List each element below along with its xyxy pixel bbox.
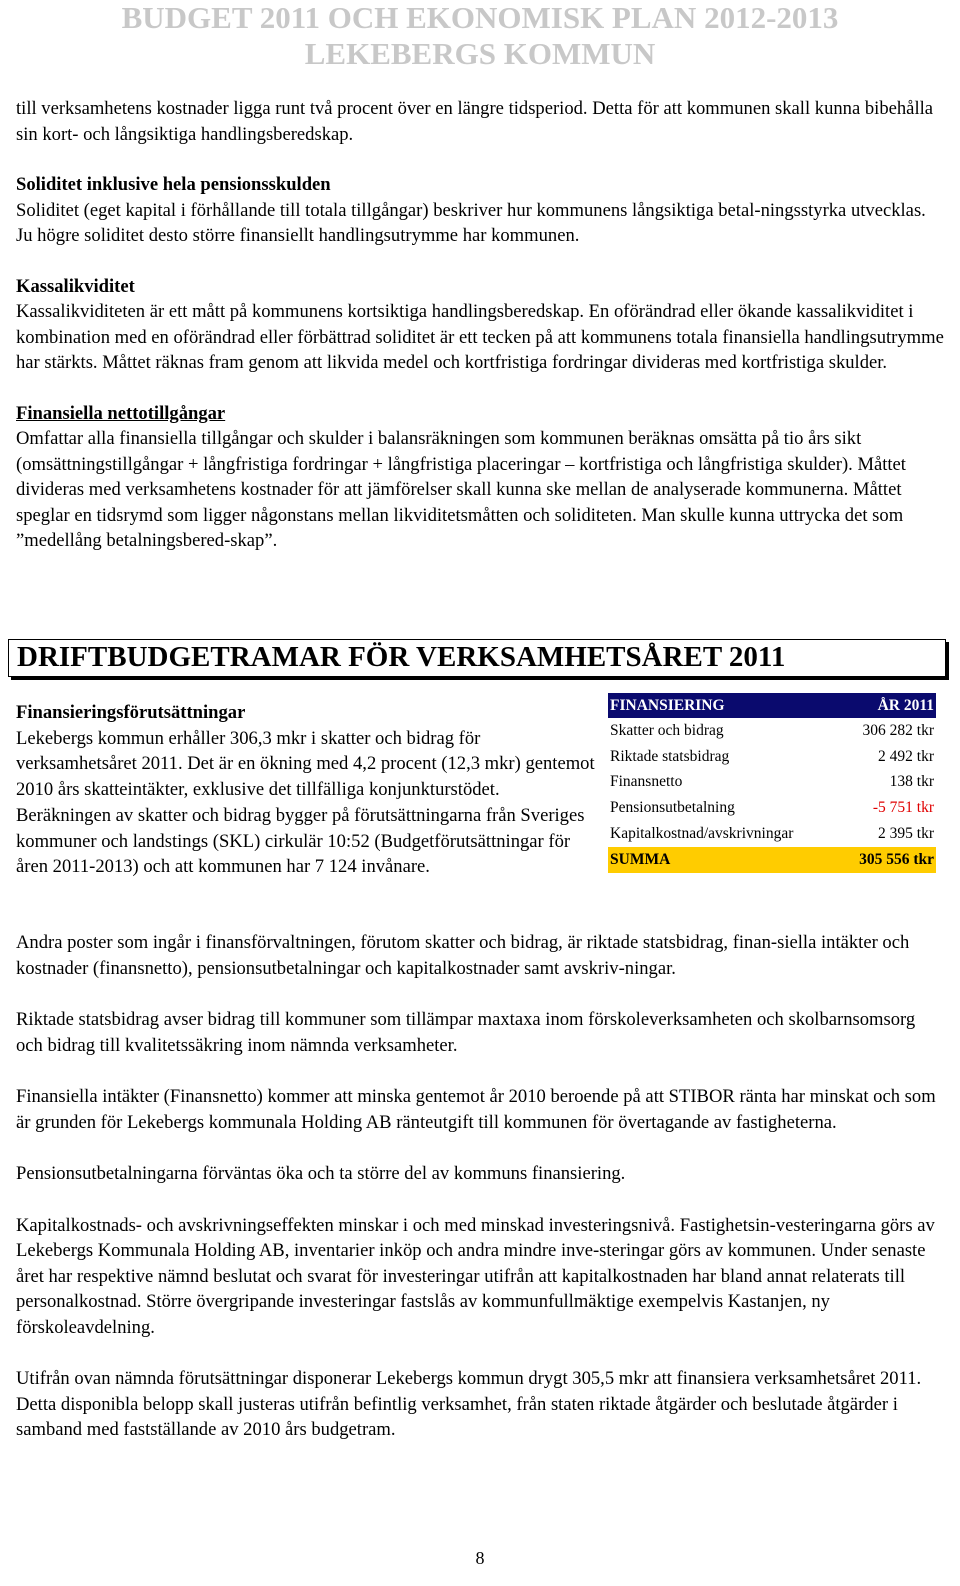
header-line-1: BUDGET 2011 OCH EKONOMISK PLAN 2012-2013 [121,0,839,35]
table-row [608,821,936,847]
row-label: Skatter och bidrag [610,721,724,739]
row-value: 2 492 tkr [878,747,934,765]
paragraph: Andra poster som ingår i finansförvaltningen, förutom skatter och bidrag, är riktade statsbidrag, finan-siella intäkter och kostnader (finansnetto), pensionsutbetalningar och kapitalkostnader samt avskriv-ningar. [16,932,910,979]
nettotillgangar-text: Omfattar alla finansiella tillgångar och skulder i balansräkningen som kommunen beräknas omsätta på tio års sikt (omsättningstillgångar + långfristiga fordringar + långfristiga placeringar – kortfristiga och långfristiga skulder). Måttet divideras med verksamhetens kostnader för att jämförelser skall kunna ske mellan de analyserade kommunerna. Måttet speglar en tidsrymd som ligger någonstans mellan likviditetsmåtten och soliditeten. Man skulle kunna uttrycka det som ”medellång betalningsbered-skap”. [16,428,906,551]
paragraph: Riktade statsbidrag avser bidrag till kommuner som tillämpar maxtaxa inom förskoleverksamheten och skolbarnsomsorg och bidrag till kvalitetssäkring inom nämnda verksamheter. [16,1009,916,1056]
section-title: DRIFTBUDGETRAMAR FÖR VERKSAMHETSÅRET 2011 [8,639,946,677]
prerequisites-text: Lekebergs kommun erhåller 306,3 mkr i skatter och bidrag för verksamhetsåret 2011. Det är en ökning med 4,2 procent (12,3 mkr) gentemot 2010 års skatteintäkter, exklusive det tillfälliga konjunkturstödet. Beräkningen av skatter och bidrag bygger på förutsättningarna från Sveriges kommuner och landstings (SKL) cirkulär 10:52 (Budgetförutsättningar för åren 2011-2013) och att kommunen har 7 124 invånare. [16,727,595,878]
paragraph: Utifrån ovan nämnda förutsättningar disponerar Lekebergs kommun drygt 305,5 mkr att finansiera verksamhetsåret 2011. Detta disponibla belopp skall justeras utifrån befintlig verksamhet, från staten riktade åtgärder och beslutade åtgärder i samband med fastställande av 2010 års budgetram. [16,1368,922,1440]
row-value-negative: -5 751 tkr [872,799,934,817]
prerequisites-heading: Finansieringsförutsättningar [16,702,246,723]
row-label: Pensionsutbetalning [610,799,735,817]
sum-value: 305 556 tkr [839,847,936,873]
page-number: 8 [475,1548,485,1568]
lower-content [16,930,944,1443]
row-value: 306 282 tkr [862,721,934,739]
kassalikviditet-text: Kassalikviditeten är ett mått på kommunens kortsiktiga handlingsberedskap. En oförändrad eller ökande kassalikviditet i kombination med en oförändrad eller förbättrad soliditet är ett tecken på att kommunens totala finansiella handlingsutrymme har stärkts. Måttet räknas fram genom att likvida medel och kortfristiga fordringar divideras med kortfristiga skulder. [16,301,944,373]
sum-label: SUMMA [608,847,839,873]
table-row [608,744,936,770]
row-label: Riktade statsbidrag [610,747,730,765]
soliditet-heading: Soliditet inklusive hela pensionsskulden [16,174,331,195]
table-sum-row [608,847,936,873]
upper-content [16,96,944,554]
row-label: Finansnetto [610,773,683,791]
nettotillgangar-heading: Finansiella nettotillgångar [16,402,226,424]
table-row [608,718,936,744]
table-row [608,795,936,821]
row-label: Kapitalkostnad/avskrivningar [610,825,794,843]
paragraph: Finansiella intäkter (Finansnetto) kommer att minska gentemot år 2010 beroende på att STIBOR ränta har minskat och som är grunden för Lekebergs kommunala Holding AB ränteutgift till kommunen för övertagande av fastigheterna. [16,1086,936,1133]
soliditet-text: Soliditet (eget kapital i förhållande till totala tillgångar) beskriver hur kommunens långsiktiga betal-ningsstyrka utvecklas. Ju högre soliditet desto större finansiellt handlingsutrymme har kommunen. [16,199,926,246]
intro-text: till verksamhetens kostnader ligga runt två procent över en längre tidsperiod. Detta för att kommunen skall kunna bibehålla sin kort- och långsiktiga handlingsberedskap. [16,98,934,145]
paragraph: Kapitalkostnads- och avskrivningseffekten minskar i och med minskad investeringsnivå. Fastighetsin-vesteringarna görs av Lekebergs Kommunala Holding AB, inventarier inköp och andra mindre inve-steringar görs av kommunen. Under senaste året har respektive nämnd beslutat och svarat för investeringar utifrån att kapitalkostnaden har bland annat relaterats till personalkostnad. Större övergripande investeringar fastslås av kommunfullmäktige exempelvis Kastanjen, ny förskoleavdelning. [16,1214,935,1338]
row-value: 2 395 tkr [878,825,934,843]
header-line-2: LEKEBERGS KOMMUN [304,36,656,71]
row-value: 138 tkr [889,773,934,791]
table-header-row [608,693,936,718]
table-header-year: ÅR 2011 [839,693,936,718]
financing-table [608,693,936,873]
table-header-label: FINANSIERING [608,693,839,718]
kassalikviditet-heading: Kassalikviditet [16,275,135,297]
page-header [0,0,960,72]
financing-prerequisites [16,700,596,880]
paragraph: Pensionsutbetalningarna förväntas öka och ta större del av kommuns finansiering. [16,1163,626,1184]
table-row [608,770,936,796]
